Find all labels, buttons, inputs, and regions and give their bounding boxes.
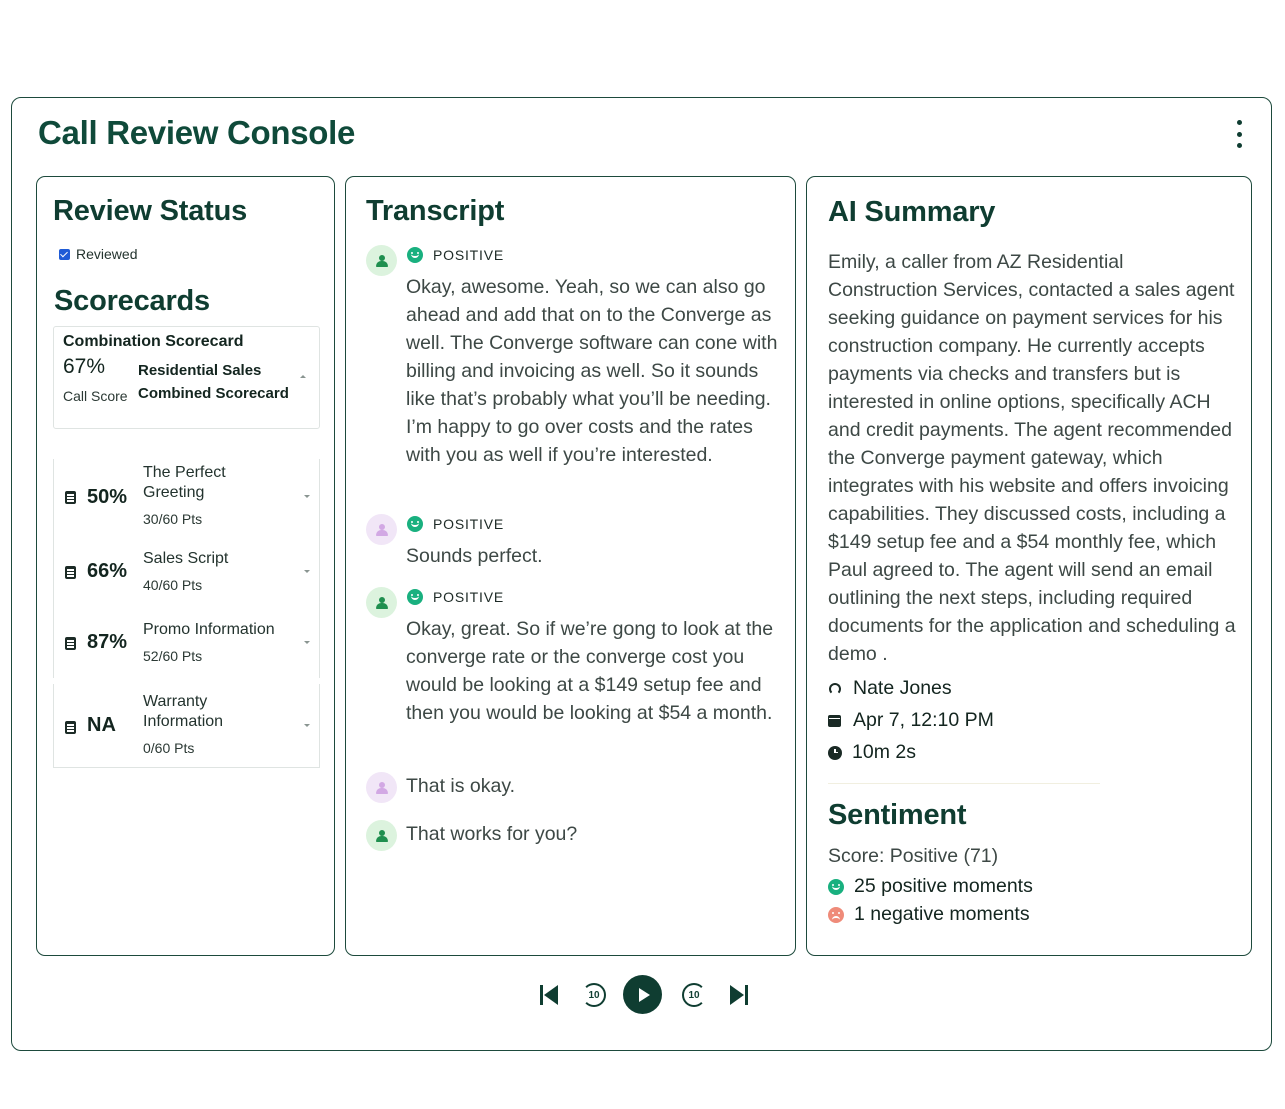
agent-row [828,677,952,700]
calendar-icon [828,715,841,727]
skip-forward-icon [729,984,749,1006]
scorecard-points: 40/60 Pts [143,577,203,593]
scorecard-name: Sales Script [143,550,229,567]
scorecard-percent: 87% [87,631,128,653]
transcript-message: Sounds perfect. [406,545,543,567]
caller-avatar [366,772,397,803]
transcript-title: Transcript [366,195,505,227]
audio-player-controls [537,975,751,1015]
chevron-up-icon[interactable] [300,375,306,378]
scorecard-item-warranty-information[interactable] [53,684,320,768]
document-icon [65,491,76,504]
sentiment-tag [407,589,504,605]
scorecards-title: Scorecards [54,285,210,317]
sentiment-score: Score: Positive (71) [828,845,999,867]
agent-avatar [366,587,397,618]
chevron-down-icon[interactable] [304,641,310,644]
chevron-down-icon[interactable] [304,724,310,727]
reviewed-checkbox[interactable] [59,246,137,262]
smile-icon [407,247,423,263]
sentiment-label: POSITIVE [433,589,504,605]
forward-10-button[interactable] [679,975,709,1015]
transcript-message: That works for you? [406,823,578,845]
user-icon [376,597,388,609]
transcript-panel [345,176,796,956]
frown-icon [828,907,844,923]
skip-back-icon [539,984,559,1006]
agent-name: Nate Jones [853,677,952,699]
smile-icon [407,516,423,532]
scorecard-name: The Perfect Greeting [143,464,226,501]
scorecard-item-promo-information[interactable] [53,608,320,678]
ai-summary-text: Emily, a caller from AZ Residential Construction Services, contacted a sales agent seeking guidance on payment services for his construction company. He currently accepts payments via checks and transfers but is interested in online options, specifically ACH and credit payments. The agent recommended the Converge payment gateway, which integrates with his website and offers invoicing capabilities. They discussed costs, including a $149 setup fee and a $54 monthly fee, which Paul agreed to. The agent will send an email outlining the next steps, including required documents for the application and scheduling a demo . [828,251,1236,665]
sentiment-tag [407,516,504,532]
duration-row [828,741,916,764]
smile-icon [828,879,844,895]
scorecard-percent: 50% [87,486,128,508]
user-icon [376,255,388,267]
reviewed-label: Reviewed [76,246,138,262]
user-icon [376,830,388,842]
transcript-message: That is okay. [406,775,516,797]
clock-icon [828,746,842,760]
agent-avatar [366,245,397,276]
call-score-label: Call Score [63,388,128,404]
combination-scorecard-subtitle [138,359,289,405]
ai-summary-panel [806,176,1252,956]
call-duration: 10m 2s [852,741,916,763]
call-review-console [11,97,1272,1051]
scorecard-percent: NA [87,714,116,736]
ai-summary-title: AI Summary [828,196,996,228]
page-title: Call Review Console [38,114,356,151]
sentiment-title: Sentiment [828,799,967,831]
chevron-down-icon[interactable] [304,570,310,573]
document-icon [65,721,76,734]
positive-moments [828,875,1033,898]
sentiment-label: POSITIVE [433,247,504,263]
agent-avatar [366,820,397,851]
scorecard-item-perfect-greeting[interactable] [53,459,320,536]
scorecard-points: 0/60 Pts [143,740,195,756]
subtitle-line-2: Combined Scorecard [138,385,289,402]
negative-moments [828,903,1030,926]
transcript-message: Okay, great. So if we’re gong to look at the converge rate or the converge cost you would be looking at a $149 setup fee and then you would be looking at $54 a month. [406,618,774,724]
transcript-message: Okay, awesome. Yeah, so we can also go ahead and add that on to the Converge as well. The Converge software can cone with billing and invoicing as well. So it sounds like that’s probably what you’ll be needing. I’m happy to go over costs and the rates with you as well if you’re interested. [406,276,778,466]
document-icon [65,637,76,650]
document-icon [65,566,76,579]
caller-avatar [366,514,397,545]
sentiment-tag [407,247,504,263]
combination-scorecard-name: Combination Scorecard [63,333,244,350]
sentiment-label: POSITIVE [433,516,504,532]
headset-icon [829,683,841,695]
divider [828,783,1100,784]
play-button[interactable] [623,975,662,1014]
scorecard-name: Warranty Information [143,693,224,730]
datetime-row [828,709,994,732]
review-status-panel [36,176,335,956]
skip-back-button[interactable] [537,975,561,1015]
subtitle-line-1: Residential Sales [138,362,262,379]
rewind-10-button[interactable] [579,975,609,1015]
scorecard-percent: 66% [87,560,128,582]
kebab-menu-icon[interactable] [1233,120,1245,148]
user-icon [376,782,388,794]
scorecard-points: 52/60 Pts [143,648,203,664]
review-status-title: Review Status [53,195,248,227]
negative-moments-label: 1 negative moments [854,903,1030,925]
skip-forward-button[interactable] [727,975,751,1015]
chevron-down-icon[interactable] [304,495,310,498]
combination-scorecard[interactable] [53,326,320,429]
call-score-percent: 67% [63,355,106,378]
scorecard-name: Promo Information [143,621,275,638]
scorecard-item-sales-script[interactable] [53,536,320,608]
user-icon [376,524,388,536]
call-datetime: Apr 7, 12:10 PM [853,709,994,731]
rewind-10-icon: 10 [582,983,606,1007]
scorecard-points: 30/60 Pts [143,511,203,527]
positive-moments-label: 25 positive moments [854,875,1033,897]
checkbox-icon[interactable] [59,249,70,260]
forward-10-icon: 10 [682,983,706,1007]
smile-icon [407,589,423,605]
